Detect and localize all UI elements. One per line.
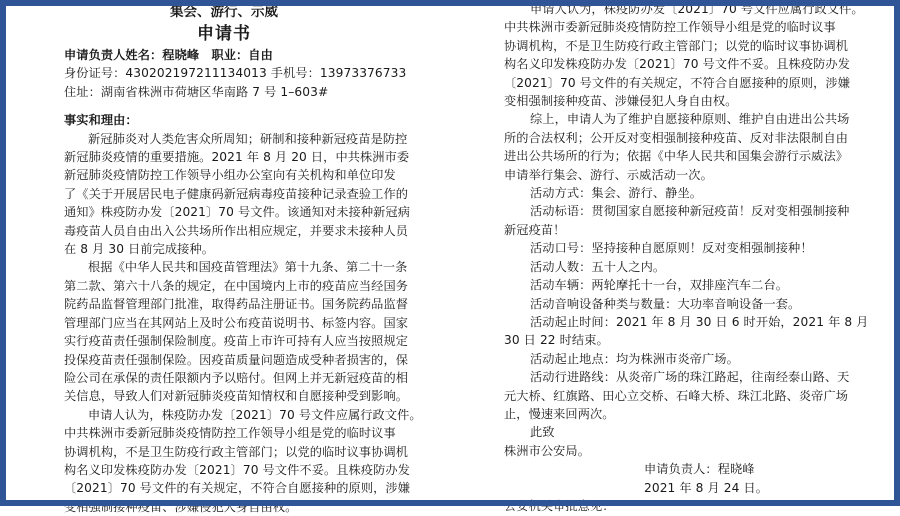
text-line: 新冠疫苗！ <box>504 222 566 237</box>
text-line: 活动标语：贯彻国家自愿接种新冠疫苗！反对变相强制接种 <box>530 204 850 219</box>
page-divider <box>442 0 458 506</box>
text-line: 活动人数：五十人之内。 <box>530 259 666 274</box>
id-phone-line: 身份证号：430202197211134013 手机号：13973376733 <box>64 66 407 81</box>
text-line: 中共株洲市委新冠肺炎疫情防控工作领导小组是党的临时议事 <box>504 20 836 35</box>
text-line: 新冠肺炎疫情的重要措施。2021 年 8 月 20 日，中共株洲市委 <box>64 150 410 165</box>
text-line: 活动车辆：两轮摩托十一台，双排座汽车二台。 <box>530 278 789 293</box>
text-line: 协调机构，不是卫生防疫行政主管部门；以党的临时议事协调机 <box>504 38 849 53</box>
text-line: 综上，申请人为了维护自愿接种原则、维护自由进出公共场 <box>530 112 850 127</box>
approval-line: 公安机关审批意见： <box>504 498 615 513</box>
text-line: 实行疫苗责任强制保险制度。疫苗上市许可持有人应当按照规定 <box>64 334 409 349</box>
salutation: 此致 <box>530 425 555 440</box>
text-line: 申请举行集会、游行、示威活动一次。 <box>504 167 713 182</box>
text-line: 管理部门应当在其网站上及时公布疫苗说明书、标签内容。国家 <box>64 315 409 330</box>
left-page <box>6 0 442 514</box>
applicant-line: 申请负责人姓名：程晓峰 职业：自由 <box>64 48 273 62</box>
text-line: 30 日 22 时结束。 <box>504 333 609 348</box>
text-line: 投保疫苗责任强制保险。因疫苗质量问题造成受种者损害的，保 <box>64 352 409 367</box>
text-line: 了《关于开展居民电子健康码新冠病毒疫苗接种记录查验工作的 <box>64 186 409 201</box>
address-line: 住址：湖南省株洲市荷塘区华南路 7 号 1–603# <box>64 84 329 99</box>
text-line: 通知》株疫防办发〔2021〕70 号文件。该通知对未接种新冠病 <box>64 205 410 220</box>
text-line: 关信息，导致人们对新冠肺炎疫苗知情权和自愿接种受到影响。 <box>64 389 409 404</box>
text-line: 院药品监督管理部门批准，取得药品注册证书。国务院药品监督 <box>64 297 409 312</box>
text-line: 活动行进路线：从炎帝广场的珠江路起，往南经泰山路、天 <box>530 370 850 385</box>
text-line: 协调机构，不是卫生防疫行政主管部门；以党的临时议事协调机 <box>64 444 409 459</box>
text-line: 第二款、第六十八条的规定，在中国境内上市的疫苗应当经国务 <box>64 278 409 293</box>
text-line: 活动起止地点：均为株洲市炎帝广场。 <box>530 351 739 366</box>
text-line: 所的合法权利；公开反对变相强制接种疫苗、反对非法限制自由 <box>504 130 849 145</box>
text-line: 进出公共场所的行为；依据《中华人民共和国集会游行示威法》 <box>504 149 849 164</box>
text-line: 申请人认为，株疫防办发〔2021〕70 号文件应属行政文件。 <box>88 407 422 422</box>
text-line: 申请人认为，株疫防办发〔2021〕70 号文件应属行政文件。 <box>530 2 864 16</box>
text-line: 新冠肺炎对人类危害众所周知；研制和接种新冠疫苗是防控 <box>88 131 408 146</box>
text-line: 活动音响设备种类与数量：大功率音响设备一套。 <box>530 296 801 311</box>
recipient: 株洲市公安局。 <box>504 443 591 458</box>
text-line: 构名义印发株疫防办发〔2021〕70 号文件不妥。且株疫防办发 <box>64 462 410 477</box>
text-line: 险公司在承保的责任限额内予以赔付。但网上并无新冠疫苗的相 <box>64 370 409 385</box>
doc-title: 申请书 <box>197 24 251 44</box>
text-line: 元大桥、红旗路、田心立交桥、石峰大桥、珠江北路、炎帝广场 <box>504 388 849 403</box>
doc-heading: 集会、游行、示威 <box>170 4 278 20</box>
text-line: 变相强制接种疫苗、涉嫌侵犯人身自由权。 <box>64 499 298 514</box>
text-line: 根据《中华人民共和国疫苗管理法》第十九条、第二十一条 <box>88 260 408 275</box>
text-line: 活动方式：集会、游行、静坐。 <box>530 186 703 201</box>
text-line: 在 8 月 30 日前完成接种。 <box>64 242 215 257</box>
text-line: 构名义印发株疫防办发〔2021〕70 号文件不妥。且株疫防办发 <box>504 57 850 72</box>
text-line: 中共株洲市委新冠肺炎疫情防控工作领导小组是党的临时议事 <box>64 426 396 441</box>
text-line: 活动起止时间：2021 年 8 月 30 日 6 时开始，2021 年 8 月 <box>530 314 869 329</box>
right-page <box>458 0 894 513</box>
text-line: 〔2021〕70 号文件的有关规定，不符合自愿接种的原则，涉嫌 <box>504 75 850 90</box>
text-line: 止，慢速来回两次。 <box>504 406 615 421</box>
text-line: 活动口号：坚持接种自愿原则！反对变相强制接种！ <box>530 241 813 256</box>
date-line: 2021 年 8 月 24 日。 <box>644 480 768 495</box>
facts-heading: 事实和理由： <box>64 113 138 128</box>
text-line: 变相强制接种疫苗、涉嫌侵犯人身自由权。 <box>504 94 738 109</box>
text-line: 〔2021〕70 号文件的有关规定，不符合自愿接种的原则，涉嫌 <box>64 481 410 496</box>
text-line: 毒疫苗人员自由出入公共场所作出相应规定，并要求未接种人员 <box>64 223 409 238</box>
text-line: 新冠肺炎疫情防控工作领导小组办公室向有关机构和单位印发 <box>64 168 396 183</box>
signature-line: 申请负责人：程晓峰 <box>644 462 755 477</box>
